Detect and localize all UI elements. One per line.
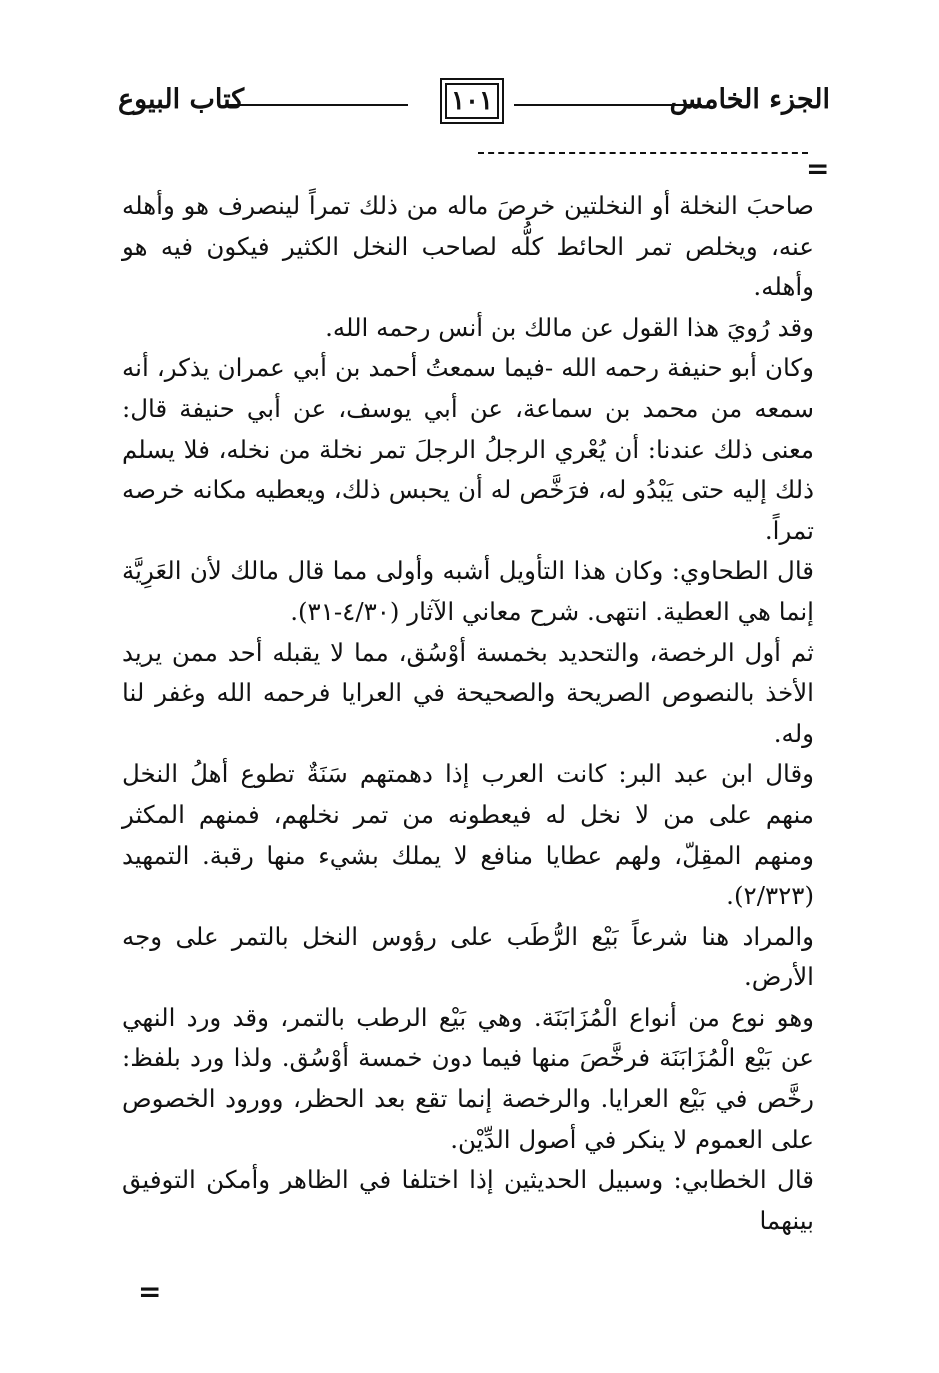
page-number: ١٠١ [451,86,493,116]
header-dashed-divider [478,152,808,154]
paragraph-8: وهو نوع من أنواع الْمُزَابَنَة. وهي بَيْع الرطب بالتمر، وقد ورد النهي عن بَيْع الْمُزَابَنَة فرخَّصَ منها فيما دون خمسة أوْسُق. ولذا ورد بلفظ: رخَّص في بَيْع العرايا. والرخصة إنما تقع بعد الحظر، وورود الخصوص على العموم لا ينكر في أصول الدِّيْن. [122,1002,814,1154]
continuation-mark-bottom: = [138,1275,162,1308]
paragraph-6: وقال ابن عبد البر: كانت العرب إذا دهمتهم سَنَةٌ تطوع أهلُ النخل منهم على من لا نخل له فيعطونه من تمر نخلهم، فمنهم المكثر ومنهم المقِلّ، ولهم عطايا منافع لا يملك بشيء منها رقبة. التمهيد (٢/٣٢٣). [122,759,814,911]
body-text [122,186,814,1241]
paragraph-4: قال الطحاوي: وكان هذا التأويل أشبه وأولى مما قال مالك لأن العَرِيَّة إنما هي العطية. انتهى. شرح معاني الآثار (٤/٣٠-٣١). [122,556,814,626]
paragraph-7: والمراد هنا شرعاً بَيْع الرُّطَب على رؤوس النخل بالتمر على وجه الأرض. [122,921,814,992]
paragraph-3: وكان أبو حنيفة رحمه الله -فيما سمعتُ أحمد بن أبي عمران يذكر، أنه سمعه من محمد بن سماعة، عن أبي يوسف، عن أبي حنيفة قال: معنى ذلك عندنا: أن يُعْري الرجلُ الرجلَ تمر نخلة من نخله، فلا يسلم ذلك إليه حتى يَبْدُو له، فرَخَّص له أن يحبس ذلك، ويعطيه مكانه خرصه تمراً. [122,353,814,545]
book-title: كتاب البيوع [118,84,245,115]
header-rule-right [514,104,702,106]
page-header [118,78,830,128]
volume-title: الجزء الخامس [669,84,830,115]
page-number-box [440,78,504,124]
header-rule-left [228,104,408,106]
paragraph-1: صاحبَ النخلة أو النخلتين خرصَ ماله من ذلك تمراً لينصرف هو وأهله عنه، ويخلص تمر الحائط كلُّه لصاحب النخل الكثير فيكون فيه هو وأهله. [122,191,814,302]
paragraph-2: وقد رُويَ هذا القول عن مالك بن أنس رحمه الله. [325,312,814,342]
paragraph-9: قال الخطابي: وسبيل الحديثين إذا اختلفا في الظاهر وأمكن التوفيق بينهما [122,1165,815,1235]
paragraph-5: ثم أول الرخصة، والتحديد بخمسة أوْسُق، مما لا يقبله أحد ممن يريد الأخذ بالنصوص الصريحة والصحيحة في العرايا فرحمه الله وغفر لنا وله. [122,637,814,748]
continuation-mark-top: = [806,152,830,185]
